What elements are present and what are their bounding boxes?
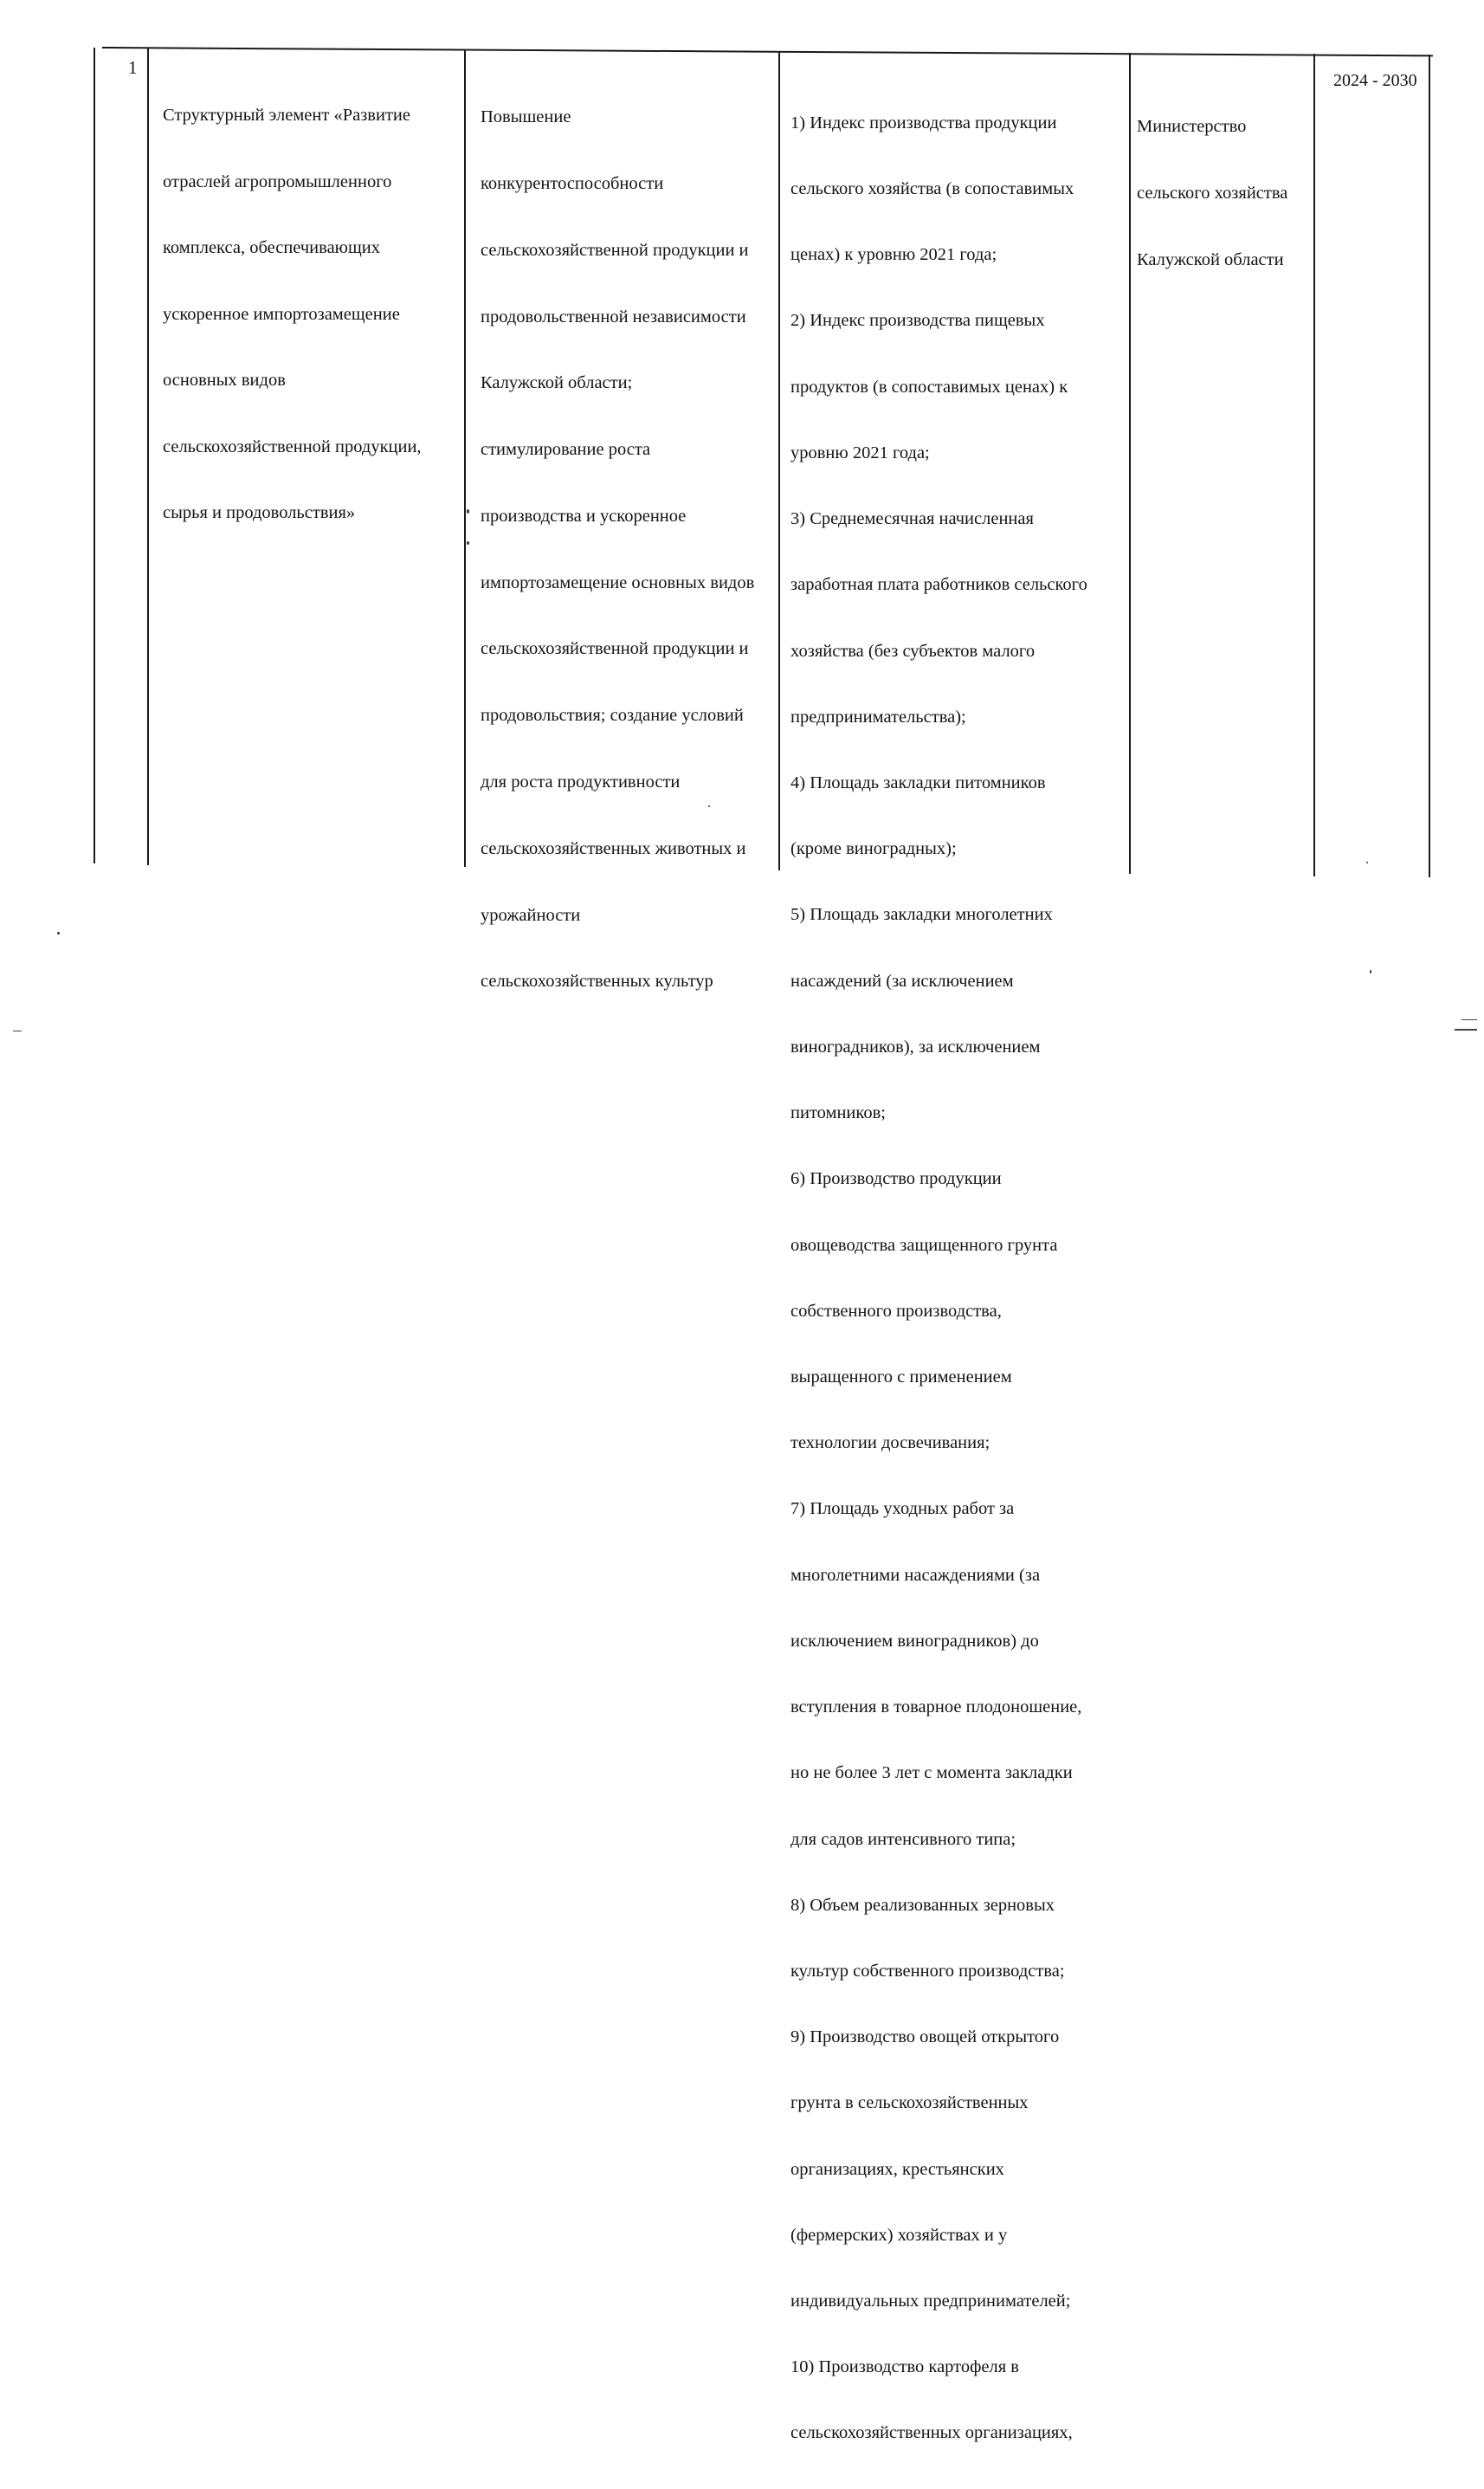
text-line: сельскохозяйственных животных и <box>481 838 746 858</box>
text-line: насаждений (за исключением <box>790 971 1014 991</box>
text-line: ускоренное импортозамещение <box>163 304 400 324</box>
column-divider-1 <box>147 48 149 865</box>
goal-cell <box>481 62 754 1038</box>
text-line: сельскохозяйственных организациях, <box>790 2423 1073 2443</box>
text-line: сельскохозяйственной продукции и <box>481 240 749 260</box>
text-line: выращенного с применением <box>790 1367 1012 1387</box>
text-line: 7) Площадь уходных работ за <box>790 1499 1015 1519</box>
text-line: 4) Площадь закладки питомников <box>790 773 1046 792</box>
column-divider-3 <box>778 51 780 870</box>
row-number: 1 <box>128 57 138 78</box>
table-border-right <box>1429 55 1430 877</box>
text-line: отраслей агропромышленного <box>163 171 392 191</box>
text-line: урожайности <box>481 905 581 925</box>
table-top-border <box>102 47 1433 56</box>
text-line: основных видов <box>163 371 286 390</box>
text-line: вступления в товарное плодоношение, <box>790 1697 1082 1717</box>
responsible-cell <box>1137 72 1287 316</box>
text-line: Калужской области; <box>481 373 633 393</box>
scan-speck <box>467 509 469 514</box>
text-line: 3) Среднемесячная начисленная <box>790 509 1034 529</box>
scan-speck <box>1366 862 1368 863</box>
text-line: 5) Площадь закладки многолетних <box>790 905 1053 925</box>
text-line: продовольственной независимости <box>481 307 746 326</box>
text-line: исключением виноградников) до <box>790 1631 1039 1651</box>
text-line: конкурентоспособности <box>481 173 664 193</box>
text-line: но не более 3 лет с момента закладки <box>790 1763 1073 1783</box>
column-divider-2 <box>464 49 466 867</box>
structural-element-cell <box>163 61 422 569</box>
text-line: 1) Индекс производства продукции <box>790 113 1057 133</box>
text-line: организациях, крестьянских <box>790 2159 1004 2179</box>
text-line: для садов интенсивного типа; <box>790 1829 1016 1849</box>
scan-mark <box>1455 1029 1477 1031</box>
column-divider-5 <box>1313 54 1315 876</box>
text-line: сельского хозяйства <box>1137 183 1288 203</box>
text-line: овощеводства защищенного грунта <box>790 1235 1058 1255</box>
text-line: 9) Производство овощей открытого <box>790 2027 1060 2047</box>
text-line: грунта в сельскохозяйственных <box>790 2093 1029 2113</box>
text-line: 6) Производство продукции <box>790 1169 1002 1189</box>
text-line: продовольствия; создание условий <box>481 706 744 726</box>
text-line: хозяйства (без субъектов малого <box>790 641 1036 661</box>
period-cell: 2024 - 2030 <box>1333 71 1417 90</box>
text-line: Министерство <box>1137 117 1247 137</box>
text-line: стимулирование роста <box>481 440 651 460</box>
text-line: сельскохозяйственной продукции, <box>163 436 422 456</box>
column-divider-4 <box>1129 53 1131 874</box>
text-line: питомников; <box>790 1103 886 1123</box>
scan-speck <box>1370 970 1371 973</box>
text-line: (фермерских) хозяйствах и у <box>790 2225 1008 2245</box>
text-line: 10) Производство картофеля в <box>790 2357 1019 2377</box>
text-line: заработная плата работников сельского <box>790 575 1087 595</box>
scan-mark <box>1461 1019 1477 1020</box>
text-line: Структурный элемент «Развитие <box>163 106 410 125</box>
text-line: Повышение <box>481 107 571 127</box>
text-line: производства и ускоренное <box>481 506 687 526</box>
text-line: для роста продуктивности <box>481 773 681 792</box>
text-line: индивидуальных предпринимателей; <box>790 2292 1071 2311</box>
text-line: Калужской области <box>1137 249 1284 269</box>
text-line: сельскохозяйственной продукции и <box>481 639 749 659</box>
scan-speck <box>708 805 710 807</box>
table-border-left <box>94 48 95 863</box>
text-line: виноградников), за исключением <box>790 1037 1041 1057</box>
indicators-cell <box>790 68 1087 2489</box>
text-line: (кроме виноградных); <box>790 839 957 859</box>
text-line: 8) Объем реализованных зерновых <box>790 1895 1055 1915</box>
text-line: сельскохозяйственных культур <box>481 972 713 992</box>
text-line: предпринимательства); <box>790 707 966 727</box>
text-line: сельского хозяйства (в сопоставимых <box>790 179 1074 199</box>
scan-speck <box>57 932 60 934</box>
text-line: сырья и продовольствия» <box>163 503 356 522</box>
text-line: уровню 2021 года; <box>790 443 930 462</box>
text-line: ценах) к уровню 2021 года; <box>790 245 997 265</box>
text-line: продуктов (в сопоставимых ценах) к <box>790 377 1068 397</box>
text-line: технологии досвечивания; <box>790 1433 990 1453</box>
text-line: импортозамещение основных видов <box>481 572 755 592</box>
text-line: культур собственного производства; <box>790 1961 1065 1981</box>
text-line: комплекса, обеспечивающих <box>163 238 380 257</box>
scan-speck <box>467 541 469 545</box>
text-line: собственного производства, <box>790 1301 1002 1321</box>
text-line: многолетними насаждениями (за <box>790 1565 1041 1585</box>
text-line: 2) Индекс производства пищевых <box>790 311 1045 331</box>
